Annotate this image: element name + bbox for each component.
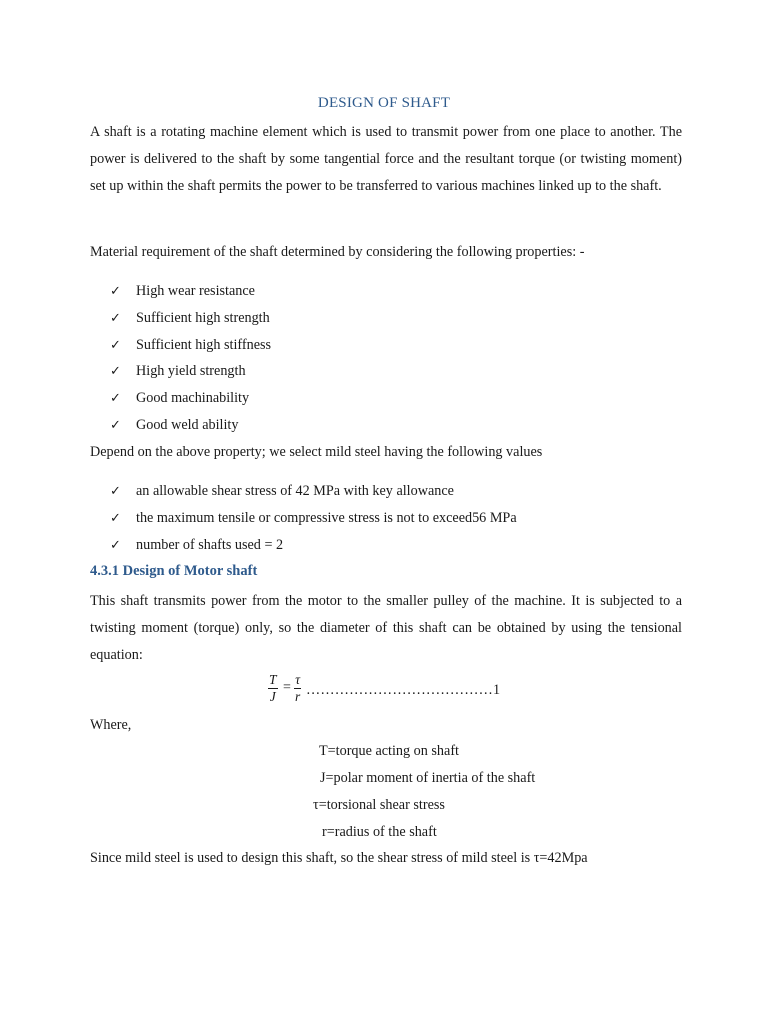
list-item xyxy=(110,385,271,412)
list-item xyxy=(110,305,271,332)
list-item xyxy=(110,505,517,532)
check-icon: ✓ xyxy=(110,391,121,407)
check-icon: ✓ xyxy=(110,364,121,380)
rhs-denominator: r xyxy=(295,689,301,704)
list-item xyxy=(110,358,271,385)
list-item-text: High wear resistance xyxy=(136,283,255,299)
check-icon: ✓ xyxy=(110,537,121,553)
list-item-text: an allowable shear stress of 42 MPa with key allowance xyxy=(136,483,454,499)
lhs-fraction xyxy=(268,672,278,705)
equation-leader xyxy=(306,682,500,699)
definition-torque: T=torque acting on shaft xyxy=(319,743,459,759)
list-item-text: the maximum tensile or compressive stress is not to exceed56 MPa xyxy=(136,509,517,526)
values-list xyxy=(110,478,517,558)
check-icon: ✓ xyxy=(110,484,121,499)
rhs-numerator: τ xyxy=(295,672,301,687)
list-item-text: Good weld ability xyxy=(136,416,239,433)
motor-shaft-text: This shaft transmits power from the motor to the smaller pulley of the machine. It is subjected to a twisting moment (torque) only, so the diameter of this shaft can be obtained by using the tensional equation: xyxy=(90,593,682,663)
document-title: DESIGN OF SHAFT xyxy=(317,95,451,111)
list-item-text: Good machinability xyxy=(136,390,250,407)
list-item-text: Sufficient high strength xyxy=(136,309,270,326)
intro-text: A shaft is a rotating machine element which is used to transmit power from one place to another. The power is delivered to the shaft by some tangential force and the resultant torque (or twisting moment) set up within the shaft permits the power to be transferred to various machines linked up to the shaft. xyxy=(90,124,682,194)
list-item xyxy=(110,278,271,305)
list-item xyxy=(110,412,271,439)
list-item xyxy=(110,532,517,559)
material-requirement-text: Material requirement of the shaft determined by considering the following properties: - xyxy=(90,244,585,260)
equals-sign: = xyxy=(283,680,291,695)
list-item-text: number of shafts used = 2 xyxy=(136,536,284,553)
closing-sentence: Since mild steel is used to design this shaft, so the shear stress of mild steel is τ=42Mpa xyxy=(90,850,588,866)
definition-shear-stress: τ=torsional shear stress xyxy=(313,797,445,813)
equation-dots: ………………………………… xyxy=(306,682,494,698)
rhs-fraction xyxy=(294,672,301,705)
check-icon: ✓ xyxy=(110,510,121,526)
section-heading: 4.3.1 Design of Motor shaft xyxy=(90,563,258,579)
check-icon: ✓ xyxy=(110,310,121,326)
equation-number: 1 xyxy=(493,682,501,698)
intro-paragraph xyxy=(90,119,682,200)
material-requirement-paragraph xyxy=(90,239,682,266)
motor-shaft-paragraph xyxy=(90,588,682,669)
lhs-denominator: J xyxy=(269,689,276,704)
properties-list xyxy=(110,278,271,439)
selection-text: Depend on the above property; we select mild steel having the following values xyxy=(90,444,543,460)
check-icon: ✓ xyxy=(110,337,121,353)
definition-radius: r=radius of the shaft xyxy=(322,824,437,840)
list-item-text: Sufficient high stiffness xyxy=(136,336,272,353)
list-item xyxy=(110,332,271,359)
where-label: Where, xyxy=(90,717,132,733)
list-item xyxy=(110,478,517,505)
selection-paragraph xyxy=(90,439,682,466)
check-icon: ✓ xyxy=(110,417,121,433)
check-icon: ✓ xyxy=(110,284,121,299)
lhs-numerator: T xyxy=(269,672,277,687)
list-item-text: High yield strength xyxy=(136,363,246,380)
definition-polar-moment: J=polar moment of inertia of the shaft xyxy=(320,770,536,786)
